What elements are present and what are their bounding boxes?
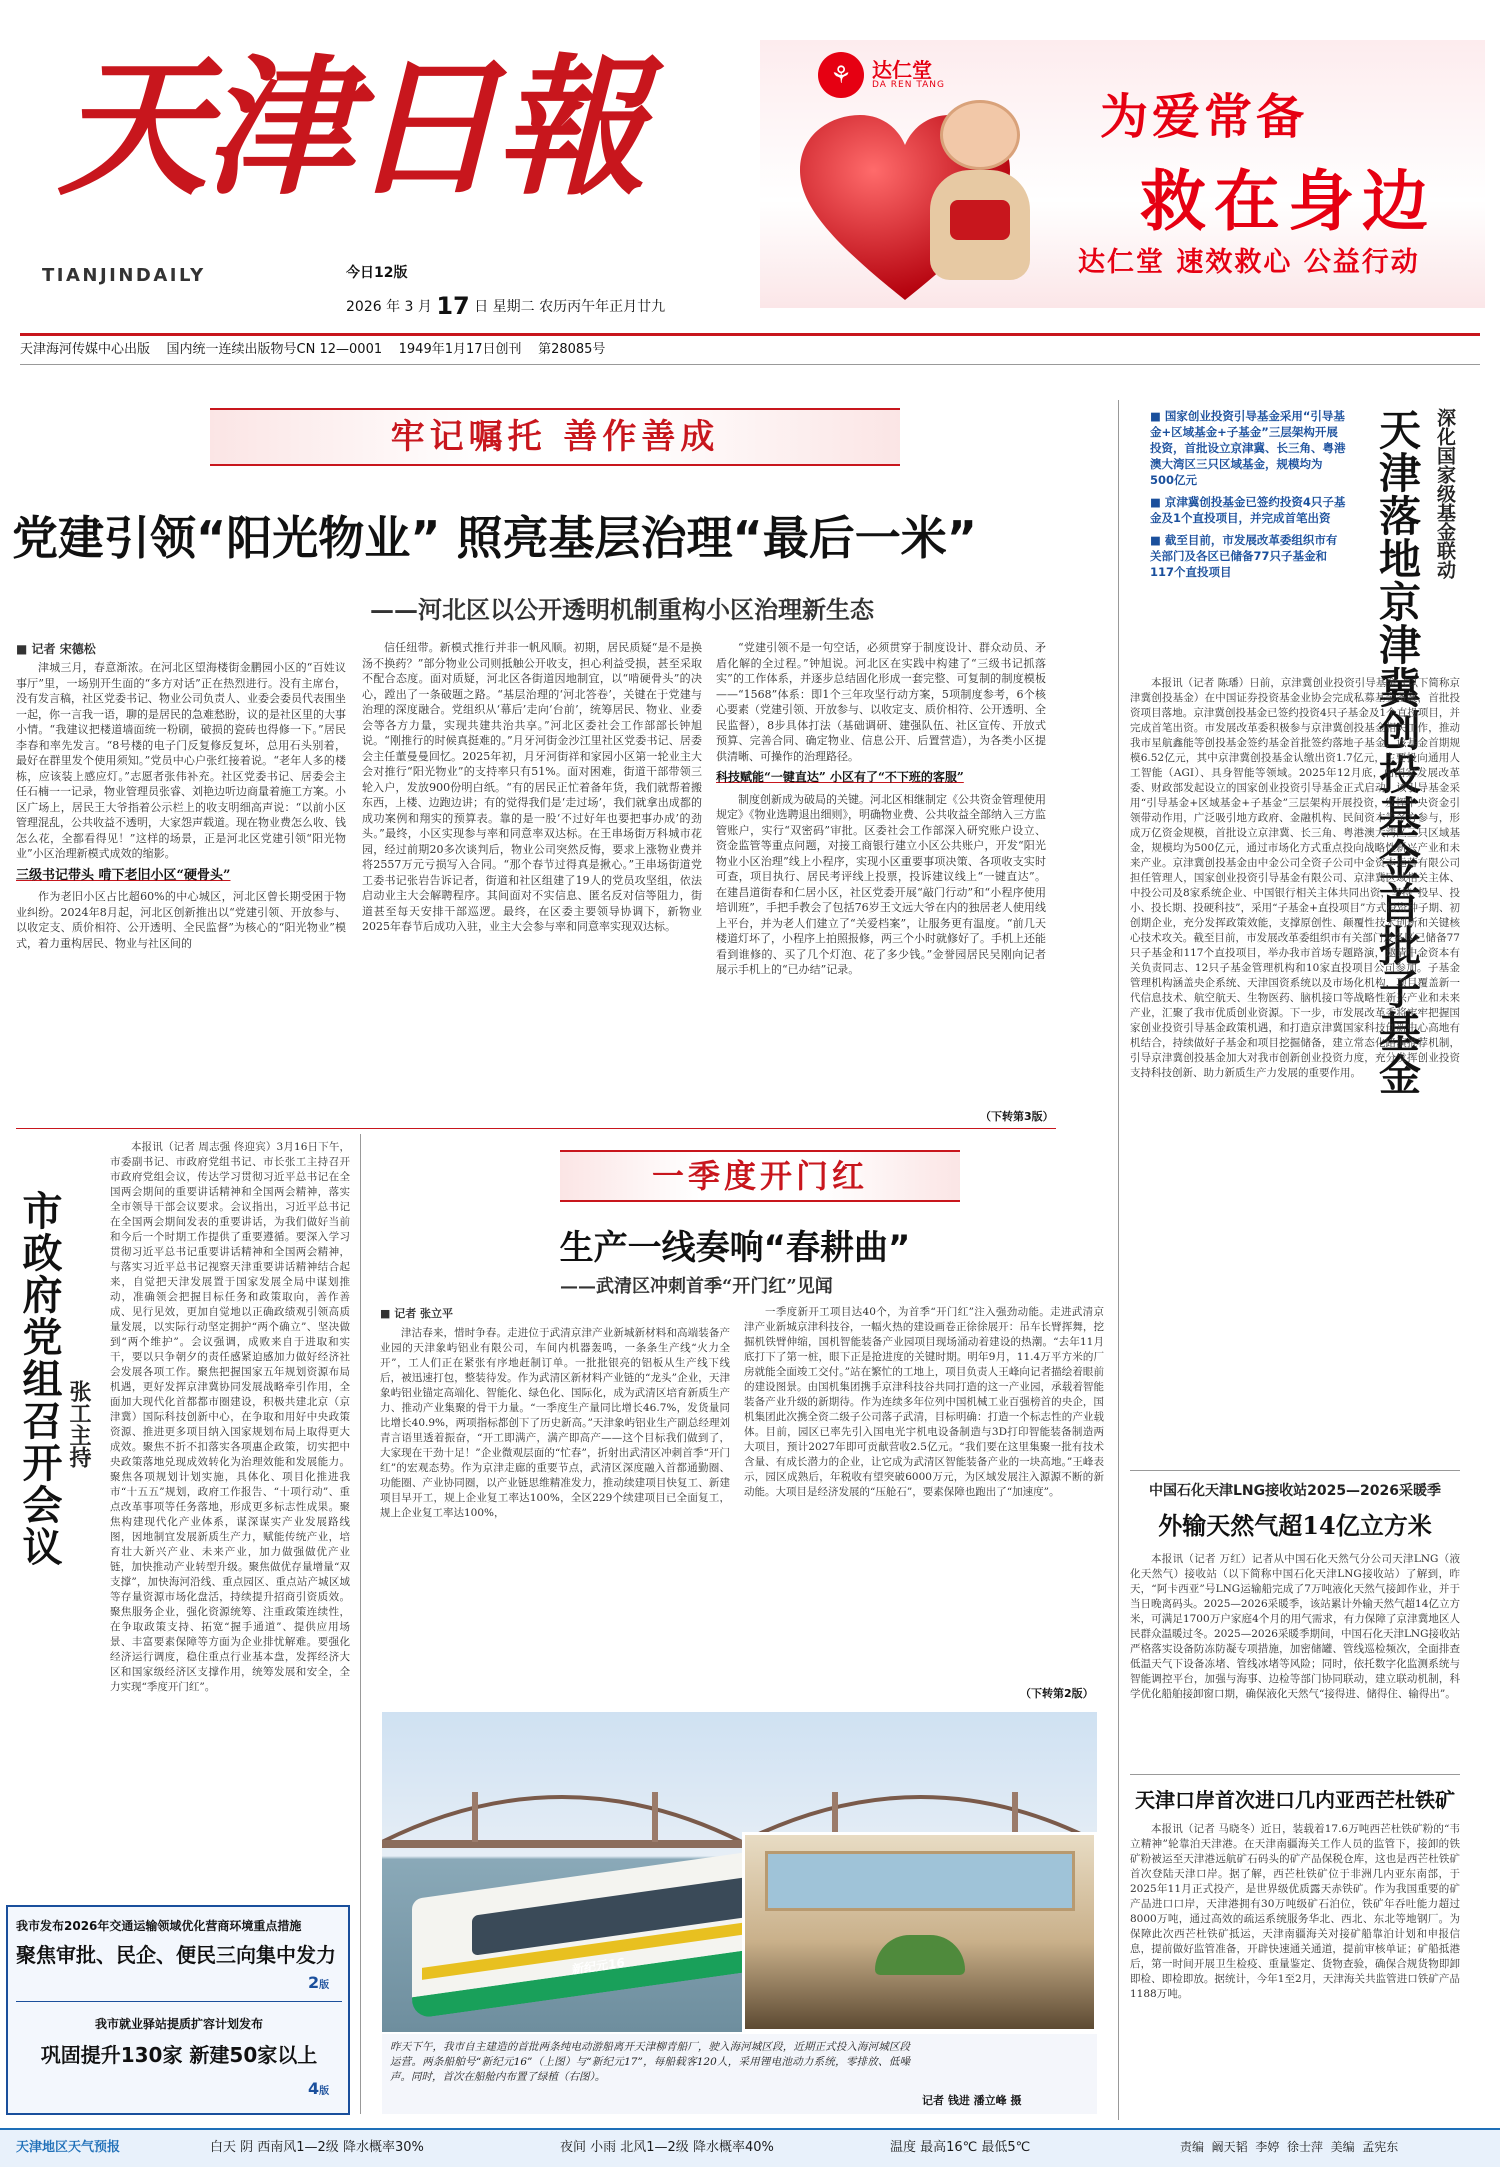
- spring-headline[interactable]: 生产一线奏响“春耕曲”: [559, 1228, 911, 1268]
- banner-2-text: 一季度开门红: [651, 1157, 868, 1195]
- brief-title-1[interactable]: 聚焦审批、民企、便民三向集中发力: [16, 1943, 336, 1967]
- lead-headline[interactable]: 党建引领“阳光物业” 照亮基层治理“最后一米”: [12, 511, 977, 565]
- ad-slogan-1: 为爱常备: [1100, 89, 1309, 145]
- photo-credit: 记者 钱进 潘立峰 摄: [922, 2094, 1022, 2107]
- mascot-figure: [920, 100, 1040, 300]
- weather-bar: [0, 2128, 1500, 2167]
- lead-col-2: 信任纽带。新模式推行并非一帆风顺。初期，居民质疑“是不是换汤不换药？”部分物业公司则抵触公开收支，担心利益受损，甚至采取不配合态度。面对质疑，河北区各街道因地制宜，以“啃硬骨头”的决心，蹚出了一条破题之路。“基层治理的‘河北答卷’，关键在于党建与治理的深度融合。党组织从‘幕后’走向‘台前’，统筹居民、物业、业委会等各方力量，实现共建共治共享。”河北区委社会工作部部长钟旭说。“刚推行的时候真挺难的。”月牙河街金沙江里社区党委书记、居委会主任董曼曼回忆。2025年初，月牙河街祥和家园小区第一轮业主大会对推行“阳光物业”的支持率只有51%。面对困难，街道干部带领三轮入户，发放900份明白纸。“有的居民正忙着备年货，我们就帮着搬东西，上楼、边跑边讲；有的觉得我们是‘走过场’，我们就拿出成都的成功案例和翔实的预算表。靠的是一股‘不过好年也要把事办成’的劲头。”最终，小区实现参与率和同意率双达标。在王串场街万科城市花园，经过前期20多次谈判后，物业公司突然反悔，要求上涨物业费并将2557万元亏损写入合同。“那个春节过得真是揪心。”王串场街道党工委书记张岩告诉记者，街道和社区组建了19人的党员攻坚组，依法启动业主大会解聘程序。其间面对不实信息、匿名反对信等阻力，街道甚至每天安排干部巡逻。最终，在区委主要领导协调下，新物业2025年春节后成功入驻，业主大会参与率和同意率实现双达标。: [362, 641, 702, 933]
- banner-2: [560, 1150, 960, 1202]
- spring-byline: ■ 记者 张立平: [380, 1307, 454, 1320]
- ad-banner[interactable]: [760, 40, 1485, 308]
- lead-col-3: “党建引领不是一句空话，必须贯穿于制度设计、群众动员、矛盾化解的全过程。”钟旭说。河北区在实践中构建了“三级书记抓落实”的工作体系，并逐步总结固化形成一套完整、可复制的制度模板——“1568”体系：即1个三年攻坚行动方案，5项制度参考，6个核心要素（党建引领、开放参与、以收定支、质价相符、公开透明、全民监督），8步具体打法（基础调研、建强队伍、社区宣传、开放式预算、完善合同、确定物业、信息公开、后置营造），为各类小区提供清晰、可操作的治理路径。 科技赋能“一键直达” 小区有了“不下班的客服” 制度创新成为破局的关键。河北区相继制定《公共资金管理使用规定》《物业选聘退出细则》，明确物业费、公共收益全部纳入三方监管账户，实行“双密码”审批。区委社会工作部深入研究账户设立、资金监管等重点问题，对接工商银行建立小区公共账户，开发“阳光物业小区治理”线上小程序，实现小区重要事项决策、各项收支实时可查，项目执行、居民考评线上投票，投诉建议线上“一键直达”。在建昌道街春和仁居小区，社区党委开展“敲门行动”和“小程序使用培训班”，手把手教会了包括76岁王文远大爷在内的独居老人使用线上平台，并为老人们建立了“关爱档案”，让服务更有温度。“前几天楼道灯坏了，小程序上拍照报修，两三个小时就修好了。手机上还能看到谁修的、买了几个灯泡、花了多少钱。”金誉园居民吴刚向记者展示手机上的“已办结”记录。: [716, 641, 1046, 976]
- ad-slogan-2: 救在身边: [1140, 163, 1436, 240]
- weather-temp: 温度 最高16℃ 最低5℃: [890, 2140, 1031, 2155]
- issue-date: 2026 年 3 月 17 日 星期二 农历丙午年正月廿九: [346, 292, 666, 320]
- weather-night: 夜间 小雨 北风1—2级 降水概率40%: [560, 2140, 774, 2155]
- fund-vertical-headline[interactable]: 天津落地京津冀创投基金首批子基金: [1373, 408, 1422, 1096]
- pub-rule: [20, 364, 1480, 365]
- masthead-logo: 天津日報: [58, 40, 643, 216]
- fund-bullets: [1150, 408, 1346, 648]
- column-divider-right: [1118, 400, 1119, 2120]
- fund-vertical-subtitle: 深化国家级基金联动: [1434, 408, 1456, 579]
- page-count: 今日12版: [346, 265, 408, 281]
- lng-kicker: 中国石化天津LNG接收站2025—2026采暖季: [1148, 1483, 1442, 1499]
- spring-jump[interactable]: （下转第2版）: [1020, 1687, 1094, 1700]
- spring-subtitle: ——武清区冲刺首季“开门红”见闻: [560, 1276, 833, 1297]
- ad-brand-cn: 达仁堂: [872, 58, 932, 82]
- photo-caption-text: 昨天下午，我市自主建造的首批两条纯电动游船离开天津柳青船厂，驶入海河城区段，近期正式投入海河城区段运营。两条船舶号“新纪元16”（上图）与“新纪元17”，每船载客120人，采用锂电池动力系统，零排放、低噪声。同时，首次在船舱内布置了绿植（右图）。: [390, 2041, 910, 2083]
- lead-col-1: 津城三月，春意渐浓。在河北区望海楼街金鹏园小区的“百姓议事厅”里，一场别开生面的“多方对话”正在热烈进行。没有主席台，没有发言稿，社区党委书记、物业公司负责人、业委会委员代表围坐一起，你一言我一语，聊的是居民的急难愁盼，议的是社区里的大事小情。“我建议把楼道墙面统一粉刷，破损的瓷砖也得修一下。”居民李春和率先发言。“8号楼的电子门反复修反复坏，总用石头别着，最好在群里发个使用须知。”党员中心户张红接着说。“老年人多的楼栋，应该装上感应灯。”志愿者张伟补充。社区党委书记、居委会主任石楠一一记录，物业管理员张睿、刘艳边听边商量着施工方案。小区广场上，居民王大爷指着公示栏上的收支明细高声说：“以前小区管理混乱，公共收益不透明，大家怨声载道。现在物业费怎么收、钱怎么花，全都看得见！”这样的场景，正是河北区党建引领“阳光物业”小区治理新模式成效的缩影。 三级书记带头 啃下老旧小区“硬骨头” 作为老旧小区占比超60%的中心城区，河北区曾长期受困于物业纠纷。2024年8月起，河北区创新推出以“党建引领、开放参与、以收定支、质价相符、公开透明、全民监督”为核心的“阳光物业”模式，着力重构居民、物业与社区间的: [16, 661, 346, 950]
- lead-subhead-1: 三级书记带头 啃下老旧小区“硬骨头”: [16, 867, 231, 883]
- lead-byline: ■ 记者 宋德松: [16, 642, 96, 656]
- inset-plants: [875, 1935, 965, 1975]
- banner-1-text: 牢记嘱托 善作善成: [390, 417, 720, 457]
- inset-window: [765, 1851, 1075, 1911]
- lead-jump[interactable]: （下转第3版）: [980, 1110, 1054, 1123]
- lead-subhead-2: 科技赋能“一键直达” 小区有了“不下班的客服”: [716, 770, 964, 784]
- brief-kicker-1: 我市发布2026年交通运输领域优化营商环境重点措施: [16, 1919, 302, 1933]
- issue-day: 17: [436, 292, 470, 320]
- ad-logo-icon: ⚘: [818, 52, 864, 98]
- fund-bullet: ■ 国家创业投资引导基金采用“引导基金+区域基金+子基金”三层架构开展投资，首批设立京津冀、长三角、粤港澳大湾区三只区域基金，规模均为500亿元: [1150, 409, 1346, 487]
- brief-title-2[interactable]: 巩固提升130家 新建50家以上: [40, 2043, 318, 2067]
- photo-main: [382, 1712, 1097, 2032]
- fund-bullet: ■ 截至目前，市发展改革委组织市有关部门及各区已储备77只子基金和117个直投项目: [1150, 533, 1338, 579]
- ad-brand-en: DA REN TANG: [872, 80, 945, 90]
- boat-name: 新纪元16: [572, 1955, 625, 1977]
- sidebar-rule-2: [1130, 1774, 1460, 1775]
- ad-campaign: 达仁堂 速效救心 公益行动: [1078, 247, 1420, 278]
- lng-headline[interactable]: 外输天然气超14亿立方米: [1158, 1511, 1432, 1540]
- pub-info: 天津海河传媒中心出版 国内统一连续出版物号CN 12—0001 1949年1月17日创刊 第28085号: [20, 342, 606, 357]
- brief-page-1[interactable]: 2版: [308, 1973, 330, 1992]
- ore-body: 本报讯（记者 马晓冬）近日，装载着17.6万吨西芒杜铁矿粉的“韦立精神”轮靠泊天津港。在天津南疆海关工作人员的监管下，接卸的铁矿粉被运至天津港远航矿石码头的矿产品保税仓库，这也是西芒杜铁矿首次登陆天津口岸。据了解，西芒杜铁矿位于非洲几内亚东南部，于2025年11月正式投产，是世界级优质露天赤铁矿。作为我国重要的矿产品进口口岸，天津港拥有30万吨级矿石泊位，铁矿年吞吐能力超过8000万吨，通过高效的疏运系统服务华北、西北、东北等地钢厂。为保障此次西芒杜铁矿抵运，天津南疆海关对接矿船靠泊计划和申报信息，提前做好监管准备，开辟快速通关通道，提前审核单证；矿船抵港后，第一时间开展卫生检疫、重量鉴定、货物查验，确保合规货物即卸即检、即检即放。据统计，今年1至2月，天津海关共监管进口铁矿产品1188万吨。: [1130, 1823, 1460, 2000]
- weather-label: 天津地区天气预报: [16, 2140, 121, 2155]
- lng-body: 本报讯（记者 万红）记者从中国石化天然气分公司天津LNG（液化天然气）接收站（以下简称中国石化天津LNG接收站）了解到，昨天，“阿卡西亚”号LNG运输船完成了7万吨液化天然气接卸作业，并于当日晚离码头。2025—2026采暖季，该站累计外输天然气超14亿立方米，可满足1700万户家庭4个月的用气需求，有力保障了京津冀地区人民群众温暖过冬。2025—2026采暖季期间，中国石化天津LNG接收站严格落实设备防冻防凝专项措施，加密储罐、管线巡检频次，全面排查低温天气下设备冻堵、管线冰堵等风险；同时，依托数字化监测系统与智能调控平台，加强与海事、边检等部门协同联动，建立联动机制，科学优化船舶接卸窗口期，确保液化天然气“接得进、储得住、输得出”。: [1130, 1553, 1460, 1700]
- brief-divider: [16, 2001, 342, 2002]
- meeting-vertical-subhead: 张工主持: [66, 1380, 92, 1468]
- masthead: [0, 0, 1500, 357]
- brief-kicker-2: 我市就业驿站提质扩容计划发布: [94, 2017, 263, 2031]
- photo-caption: [382, 2034, 1097, 2114]
- meeting-body: 本报讯（记者 周志强 佟迎宾）3月16日下午，市委副书记、市政府党组书记、市长张工主持召开市政府党组会议，传达学习贯彻习近平总书记在全国两会期间的重要讲话精神和全国两会精神，落实全市领导干部会议要求。会议指出，习近平总书记在全国两会期间发表的重要讲话，为我们做好当前和今后一个时期工作提供了重要遵循。要深入学习贯彻习近平总书记重要讲话精神和全国两会精神，与落实习近平总书记视察天津重要讲话精神结合起来，自觉把天津发展置于国家发展全局中谋划推动，准确领会把握目标任务和政策取向，善作善成、见行见效，更加自觉地以正确政绩观引领高质量发展，以实际行动坚定拥护“两个确立”、坚决做到“两个维护”。会议强调，成败来自于进取和实干，要以只争朝夕的责任感紧迫感加力做好经济社会发展各项工作。聚焦把握国家五年规划资源布局机遇，更好发挥京津冀协同发展战略牵引作用，全面加大现代化首都都市圈建设，积极共建北京（京津冀）国际科技创新中心，在争取和用好中央政策资源、推进更多项目纳入国家规划布局上取得更大成效。聚焦不折不扣落实各项惠企政策，切实把中央政策落地兑现成效转化为治理效能和发展能力。聚焦各项规划计划实施，具体化、项目化推进我市“十五五”规划，政府工作报告、“十项行动”、重点改革事项等任务落地，形成更多标志性成果。聚焦构建现代化产业体系，谋深谋实产业发展路线图，因地制宜发展新质生产力，赋能传统产业，培育壮大新兴产业、未来产业，加力做强做优产业链，加快推动产业转型升级。聚焦做优存量增量“双支撑”，加快海河沿线、重点园区、重点站产城区域等存量资源市场化盘活，持续提升招商引资质效。聚焦服务企业，强化资源统筹、注重政策连续性，在争取政策支持、拓宽“握手通道”、提供应用场景、丰富要素保障等方面为企业排忧解难。要强化经济运行调度，稳住重点行业基本盘，发挥经济大区和国家级经济区支撑作用，统筹发展和安全，全力实现“季度开门红”。: [110, 1141, 350, 1693]
- spring-col-2: 一季度新开工项目达40个，为首季“开门红”注入强劲动能。走进武清京津产业新城京津科技谷，一幅火热的建设画卷正徐徐展开：吊车长臂挥舞，挖掘机铁臂伸缩，国机智能装备产业园项目现场涌动着建设的热潮。“去年11月底打下了第一桩，眼下正是抢进度的关键时期。明年9月，11.4万平方米的厂房就能全面竣工交付。”站在繁忙的工地上，项目负责人王峰向记者描绘着眼前的建设图景。由国机集团携手京津科技谷共同打造的这一产业园，承载着智能装备产业升级的新期待。作为连续多年位列中国机械工业百强榜首的央企，国机集团此次携全资二级子公司落子武清，目标明确：打造一个标志性的产业载体。目前，园区已率先引入国电光宇机电设备制造与3D打印智能装备制造两大项目，预计2027年即可贡献营收2.5亿元。“我们要在这里集聚一批有技术含量、有成长潜力的企业，让它成为武清区智能装备产业的一块高地。”王峰表示，园区成熟后，年税收有望突破6000万元，为区域发展注入源源不断的新动能。大项目是经济发展的“压舱石”，要素保障也跑出了“加速度”。: [744, 1306, 1104, 1498]
- photo-inset: [742, 1832, 1097, 2032]
- fund-bullet: ■ 京津冀创投基金已签约投资4只子基金及1个直投项目，并完成首笔出资: [1150, 495, 1346, 525]
- ore-headline[interactable]: 天津口岸首次进口几内亚西芒杜铁矿: [1135, 1788, 1455, 1812]
- banner-1: [210, 408, 900, 466]
- masthead-rule: [20, 333, 1480, 336]
- lead-subtitle: ——河北区以公开透明机制重构小区治理新生态: [370, 595, 874, 624]
- editors: 责编 阚天韬 李婷 徐士萍 美编 孟宪东: [1180, 2140, 1399, 2154]
- lead-rule: [16, 1128, 1056, 1129]
- spring-col-1: 津沽春来，惜时争春。走进位于武清京津产业新城新材料和高端装备产业园的天津象屿铝业有限公司，车间内机器轰鸣，一条条生产线“火力全开”，工人们正在紧张有序地赶制订单。一批批银亮的铝板从生产线下线后，被迅速打包，整装待发。作为武清区新材料产业链的“龙头”企业，天津象屿铝业锚定高端化、智能化、绿色化、国际化，成为武清区培育新质生产力、推动产业集聚的骨干力量。“一季度生产量同比增长46.7%，发货量同比增长40.9%，两项指标都创下了历史新高。”天津象屿铝业生产副总经理刘青言语里透着振奋，“开工即满产，满产即高产——这个目标我们做到了，大家现在干劲十足！”企业微观层面的“忙春”，折射出武清区冲刺首季“开门红”的宏观态势。作为京津走廊的重要节点，武清区深度融入首都通勤圈、功能圈、产业协同圈，以产业链思维精准发力，推动续建项目快复工、新建项目早开工，规上企业复工率达100%，全区229个续建项目已全面复工，规上企业复工率达100%，: [380, 1327, 730, 1519]
- column-divider-left: [360, 1134, 361, 2114]
- masthead-pinyin: TIANJINDAILY: [42, 265, 206, 286]
- fund-body: 本报讯（记者 陈璠）日前，京津冀创业投资引导基金（以下简称京津冀创投基金）在中国证券投资基金业协会完成私募基金备案，首批投资项目落地。京津冀创投基金已签约投资4只子基金及1个直投项目，并完成首笔出资。市发展改革委积极参与京津冀创投基金相关工作，推动我市星航鑫能等创投基金签约基金首批签约落地子基金，该基金首期规模6.52亿元，其中京津冀创投基金认缴出资1.7亿元，主要投向通用人工智能（AGI）、具身智能等领域。2025年12月底，由国家发展改革委、财政部发起设立的国家创业投资引导基金正式启动。该引导基金采用“引导基金+区域基金+子基金”三层架构开展投资，发挥中央资金引领带动作用，广泛吸引地方政府、金融机构、民间资本等多方参与，形成万亿资金规模，首批设立京津冀、长三角、粤港澳大湾区三只区域基金，规模均为500亿元，通过市场化方式重点投向战略性新兴产业和未来产业。京津冀创投基金由中金公司全资子公司中金资本运营有限公司担任管理人，国家创业投资引导基金有限公司、京津冀区域相关主体、中投公司及8家系统企业、中国银行相关主体共同出资，坚持“投早、投小、投长期、投硬科技”，采用“子基金+直投项目”方式投资种子期、初创期企业，充分发挥政策效能，支撑原创性、颠覆性技术创新和关键核心技术攻关。截至目前，市发展改革委组织市有关部门及各区已储备77只子基金和117个直投项目，举办我市首场专题路演，邀请中金资本有关负责同志、12只子基金管理机构和10家直投项目公司参加。子基金管理机构涵盖央企系统、天津国资系统以及市场化机构，项目覆盖新一代信息技术、航空航天、生物医药、脑机接口等战略性新兴产业和未来产业，汇聚了我市优质创业资源。下一步，市发展改革委将牢牢把握国家创业投资引导基金政策机遇，和打造京津冀国家科技创新中心高地有机结合，持续做好子基金和项目挖掘储备，建立常态化路演推荐机制，引导京津冀创投基金加大对我市创新创业投资力度，充分发挥创业投资支持科技创新、助力新质生产力发展的重要作用。: [1130, 677, 1460, 1079]
- briefs-box: [6, 1905, 350, 2115]
- brief-page-2[interactable]: 4版: [308, 2079, 330, 2098]
- meeting-vertical-headline[interactable]: 市政府党组召开会议: [16, 1190, 63, 1568]
- sidebar-rule-1: [1130, 1470, 1460, 1471]
- weather-day: 白天 阴 西南风1—2级 降水概率30%: [210, 2140, 424, 2155]
